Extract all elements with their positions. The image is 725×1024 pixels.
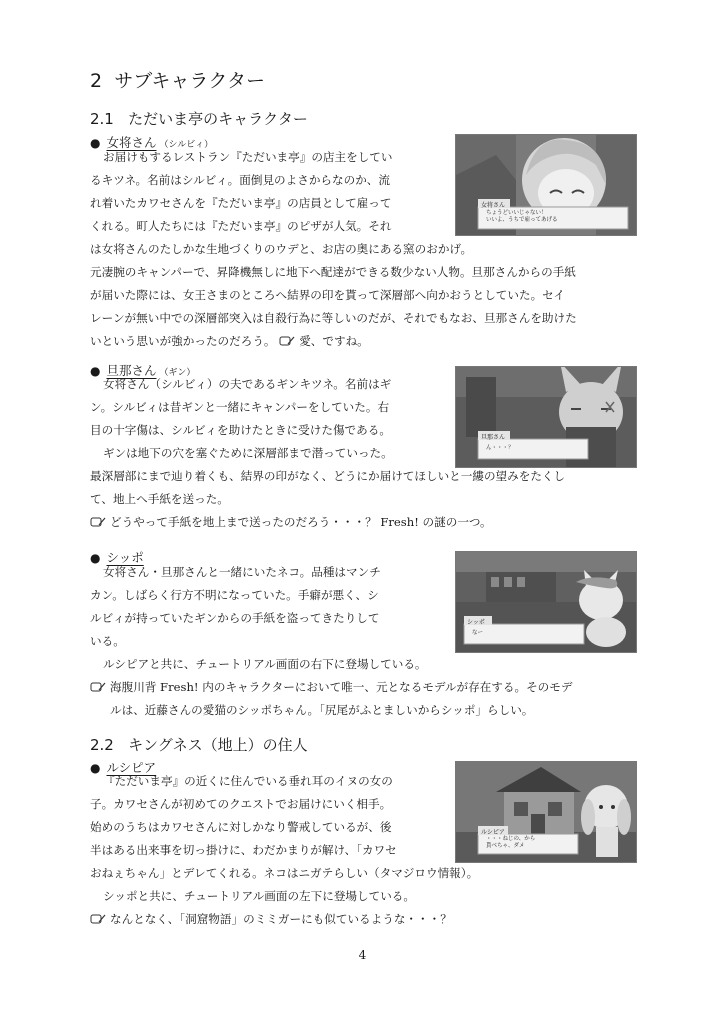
subsection-title: 2.1 ただいま亭のキャラクター [90,110,308,128]
shippo-text-5: ルシピアと共に、チュートリアル画面の右下に登場している。 [103,657,427,671]
rushipia-text-3: 始めのうちはカワセさんに対しかなり警戒しているが、後 [90,820,392,834]
shippo-text-4: いる。 [90,634,125,648]
okami-text-4: くれる。町人たちには『ただいま亭』のピザが人気。それ [90,219,392,233]
okami-text-7: が届いた際には、女王さまのところへ結界の印を貰って深層部へ向かおうとしていた。セイ [90,288,565,302]
danna-text-2: ン。シルビィは昔ギンと一緒にキャンパーをしていた。右 [90,400,390,414]
memo-pen-icon [90,681,106,693]
screenshot-okami [455,134,637,236]
rushipia-text-1: 『ただいま亭』の近くに住んでいる垂れ耳のイヌの女の [103,774,393,788]
character-heading-rushipia: ● ルシピア [90,760,157,775]
rushipia-text-6: シッポと共に、チュートリアル画面の左下に登場している。 [103,889,415,903]
okami-memo: 愛、ですね。 [299,334,369,348]
shot-speaker: シッポ [467,619,485,626]
danna-text-3: 目の十字傷は、シルビィを助けたときに受けた傷である。 [90,423,391,437]
page-number: 4 [358,948,367,962]
memo-pen-icon [90,913,106,925]
shippo-memo-line-1: 海腹川背 Fresh! 内のキャラクターにおいて唯一、元となるモデルが存在する。そのモデ [90,676,572,699]
character-heading-okami: ● 女将さん （シルビィ） [90,135,214,150]
shot-speaker: ルシピア [481,829,505,836]
memo-pen-icon [90,516,106,528]
shippo-memo-line-2: ルは、近藤さんの愛猫のシッポちゃん。「尻尾がふとましいからシッポ」らしい。 [110,703,534,717]
okami-text-9: いという思いが強かったのだろう。 愛、ですね。 [90,334,369,348]
danna-text-1: 女将さん（シルビィ）の夫であるギンキツネ。名前はギ [103,377,392,391]
shippo-text-3: ルビィが持っていたギンからの手紙を盗ってきたりして [90,611,380,625]
shot-dialog: ん・・・？ [486,445,514,451]
screenshot-danna [455,366,637,468]
memo-pen-icon [279,335,295,347]
danna-text-5: 最深層部にまで辿り着くも、結界の印がなく、どうにか届けてほしいと一縷の望みをたくし [90,469,566,483]
rushipia-text-4: 半はある出来事を切っ掛けに、わだかまりが解け、「カワセ [90,843,397,857]
character-heading-danna: ● 旦那さん （ギン） [90,363,196,378]
danna-memo: どうやって手紙を地上まで送ったのだろう・・・？ Fresh! の謎の一つ。 [110,515,492,529]
section-title: 2 サブキャラクター [90,70,266,92]
okami-text-8: レーンが無い中での深層部突入は自殺行為に等しいのだが、それでもなお、旦那さんを助けた [90,311,577,325]
rushipia-memo: なんとなく、「洞窟物語」のミミガーにも似ているような・・・？ [110,912,452,926]
rushipia-text-2: 子。カワセさんが初めてのクエストでお届けにいく相手。 [90,797,392,811]
okami-text-3: れ着いたカワセさんを『ただいま亭』の店員として雇って [90,196,392,210]
okami-text-1: お届けもするレストラン『ただいま亭』の店主をしてい [103,150,393,164]
danna-text-4: ギンは地下の穴を塞ぐために深層部まで潜っていった。 [103,446,393,460]
shot-dialog: なー [472,630,484,636]
screenshot-shippo [455,551,637,653]
shot-speaker: 女将さん [481,202,506,209]
shot-speaker: 旦那さん [481,434,506,441]
subsection-title: 2.2 キングネス（地上）の住人 [90,736,308,754]
character-heading-shippo: ● シッポ [90,550,144,565]
rushipia-text-5: おねぇちゃん」とデレてくれる。ネコはニガテらしい（タマジロウ情報）。 [90,866,479,880]
shippo-text-2: カン。しばらく行方不明になっていた。手癖が悪く、シ [90,588,379,602]
rushipia-memo-line [90,908,452,931]
screenshot-rushipia [455,761,637,863]
okami-text-2: るキツネ。名前はシルビィ。面倒見のよさからなのか、流 [90,173,390,187]
danna-text-6: て、地上へ手紙を送った。 [90,492,229,506]
okami-text-5: は女将さんのたしかな生地づくりのウデと、お店の奥にある窯のおかげ。 [90,242,473,256]
shippo-text-1: 女将さん・旦那さんと一緒にいたネコ。品種はマンチ [103,565,381,579]
danna-memo-line [90,511,492,534]
okami-text-6: 元凄腕のキャンパーで、昇降機無しに地下へ配達ができる数少ない人物。旦那さんからの手紙 [90,265,576,279]
shot-dialog: ちょうどいいじゃない！ いいよ、うちで雇ってあげる [486,210,558,223]
shot-dialog: ・・・ねじの、から 貰べちゃ、ダメ [486,836,536,849]
